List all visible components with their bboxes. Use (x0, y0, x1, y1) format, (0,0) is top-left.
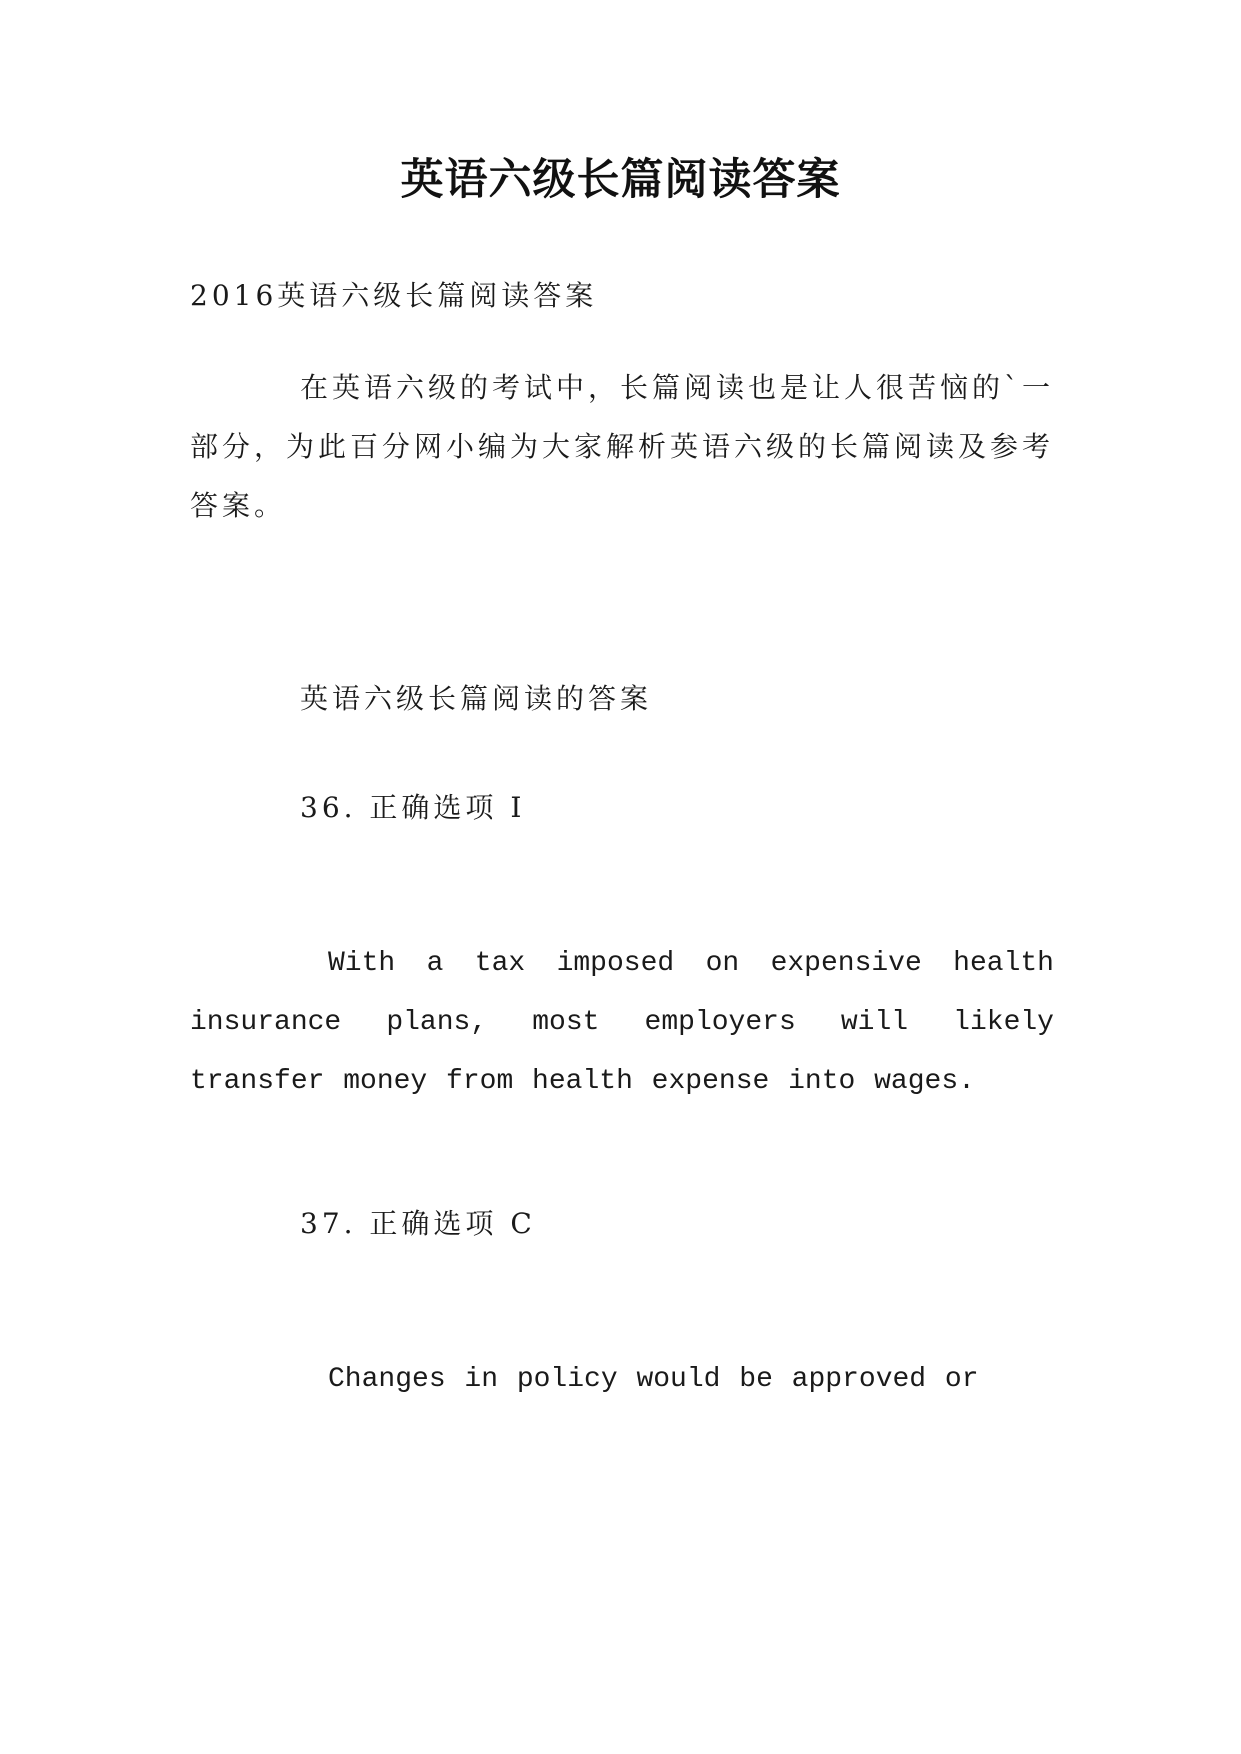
intro-paragraph: 在英语六级的考试中，长篇阅读也是让人很苦恼的`一部分，为此百分网小编为大家解析英语六级的长篇阅读及参考答案。 (190, 371, 1055, 522)
answer-label-37: 37. 正确选项 C (300, 1207, 536, 1240)
section-heading: 英语六级长篇阅读的答案 (300, 682, 653, 715)
answer-explanation-37: Changes in policy would be approved or (328, 1364, 979, 1395)
document-title: 英语六级长篇阅读答案 (400, 155, 841, 205)
answer-explanation-36: With a tax imposed on expensive health insurance plans, most employers will likely transfer money from health expense into wages. (190, 948, 1054, 1097)
answer-label-36: 36. 正确选项 I (300, 791, 526, 824)
document-subtitle: 2016英语六级长篇阅读答案 (190, 279, 598, 312)
